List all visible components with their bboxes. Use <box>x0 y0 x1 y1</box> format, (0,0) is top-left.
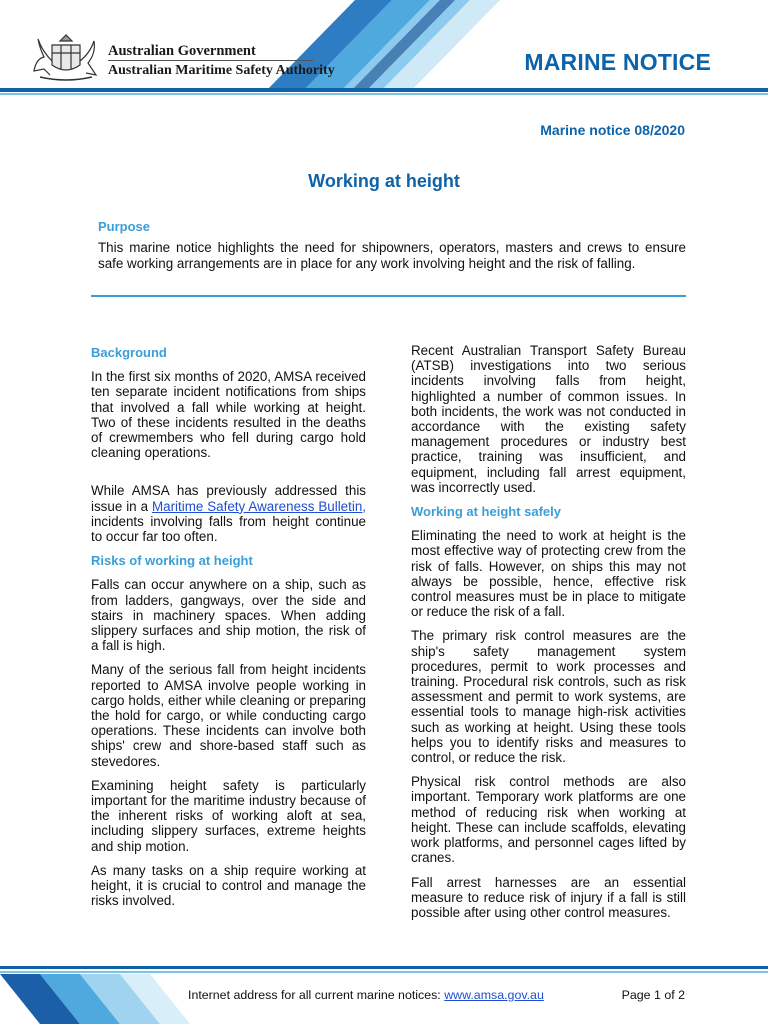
page-number: Page 1 of 2 <box>621 988 685 1002</box>
background-paragraph-2: While AMSA has previously addressed this issue in a Maritime Safety Awareness Bulletin, incidents involving falls from height continue to occur far too often. <box>91 483 366 545</box>
safely-paragraph-1: Eliminating the need to work at height is the most effective way of protecting crew from the risk of falls. However, on ships this may not always be possible, hence, effective risk control measures must be in place to mitigate or reduce the risk of a fall. <box>411 528 686 620</box>
risks-paragraph-3: Examining height safety is particularly important for the maritime industry because of the inherent risks of working aloft at sea, including slippery surfaces, extreme heights and ship motion. <box>91 777 366 854</box>
header-rule-dark <box>0 88 768 92</box>
footer-rule-light <box>0 971 768 973</box>
marine-notice-banner: MARINE NOTICE <box>524 49 711 75</box>
safely-paragraph-3: Physical risk control methods are also important. Temporary work platforms are one method of reducing risk when working at height. These can include scaffolds, elevating work platforms, and personnel cages lifted by cranes. <box>411 774 686 866</box>
purpose-heading: Purpose <box>98 219 151 234</box>
risks-heading: Risks of working at height <box>91 553 253 569</box>
safely-paragraph-4: Fall arrest harnesses are an essential measure to reduce risk of injury if a fall is still possible after using other control measures. <box>411 874 686 920</box>
safely-heading: Working at height safely <box>411 504 562 520</box>
background-paragraph-1: In the first six months of 2020, AMSA received ten separate incident notifications from ships that involved a fall while working at height. Two of these incidents resulted in the deaths of crewmembers who fell during cargo hold cleaning operations. <box>91 369 366 461</box>
amsa-website-link[interactable]: www.amsa.gov.au <box>444 988 544 1002</box>
safely-paragraph-2: The primary risk control measures are the ship's safety management system procedures, permit to work processes and training. Procedural risk controls, such as risk assessment and permit to work systems, are essential tools to manage high-risk activities such as working at height. Using these tools helps you to identify risks and measures to control, or reduce the risk. <box>411 628 686 766</box>
footer-address: Internet address for all current marine notices: www.amsa.gov.au <box>188 988 544 1002</box>
bulletin-link[interactable]: Maritime Safety Awareness Bulletin, <box>151 498 366 514</box>
header-rule-light <box>0 93 768 95</box>
page-header <box>0 0 768 100</box>
atsb-paragraph: Recent Australian Transport Safety Bureau (ATSB) investigations into two serious incidents involving falls from height, highlighted a number of common issues. In both incidents, the work was not conducted in accordance with the existing safety management procedures or industry best practice, training was insufficient, and equipment, including fall arrest equipment, was incorrectly used. <box>411 343 686 495</box>
risks-paragraph-4: As many tasks on a ship require working at height, it is crucial to control and manage the risks involved. <box>91 862 366 909</box>
right-column <box>411 343 686 929</box>
left-column <box>91 343 366 918</box>
purpose-divider <box>91 295 686 297</box>
risks-paragraph-2: Many of the serious fall from height incidents reported to AMSA involve people working in cargo holds, either while cleaning or preparing the hold for cargo, or while conducting cargo operations. These incidents can involve both ships' crew and shore-based staff such as stevedores. <box>91 662 366 769</box>
header-name-divider <box>108 60 313 61</box>
risks-paragraph-1: Falls can occur anywhere on a ship, such as from ladders, gangways, over the side and stairs in machinery spaces. When adding slippery surfaces and ship motion, the risk of a fall is high. <box>91 577 366 654</box>
notice-number: Marine notice 08/2020 <box>540 122 685 138</box>
purpose-text: This marine notice highlights the need for shipowners, operators, masters and crews to ensure safe working arrangements are in place for any work involving height and the risk of falling. <box>98 240 686 271</box>
page-footer <box>0 966 768 1024</box>
background-heading: Background <box>91 345 167 360</box>
footer-rule-dark <box>0 966 768 969</box>
government-name: Australian Government <box>108 43 256 59</box>
footer-stripe-graphic <box>0 974 200 1024</box>
agency-name: Australian Maritime Safety Authority <box>108 63 335 78</box>
page-title: Working at height <box>308 171 460 191</box>
commonwealth-coat-of-arms-icon <box>30 31 102 83</box>
